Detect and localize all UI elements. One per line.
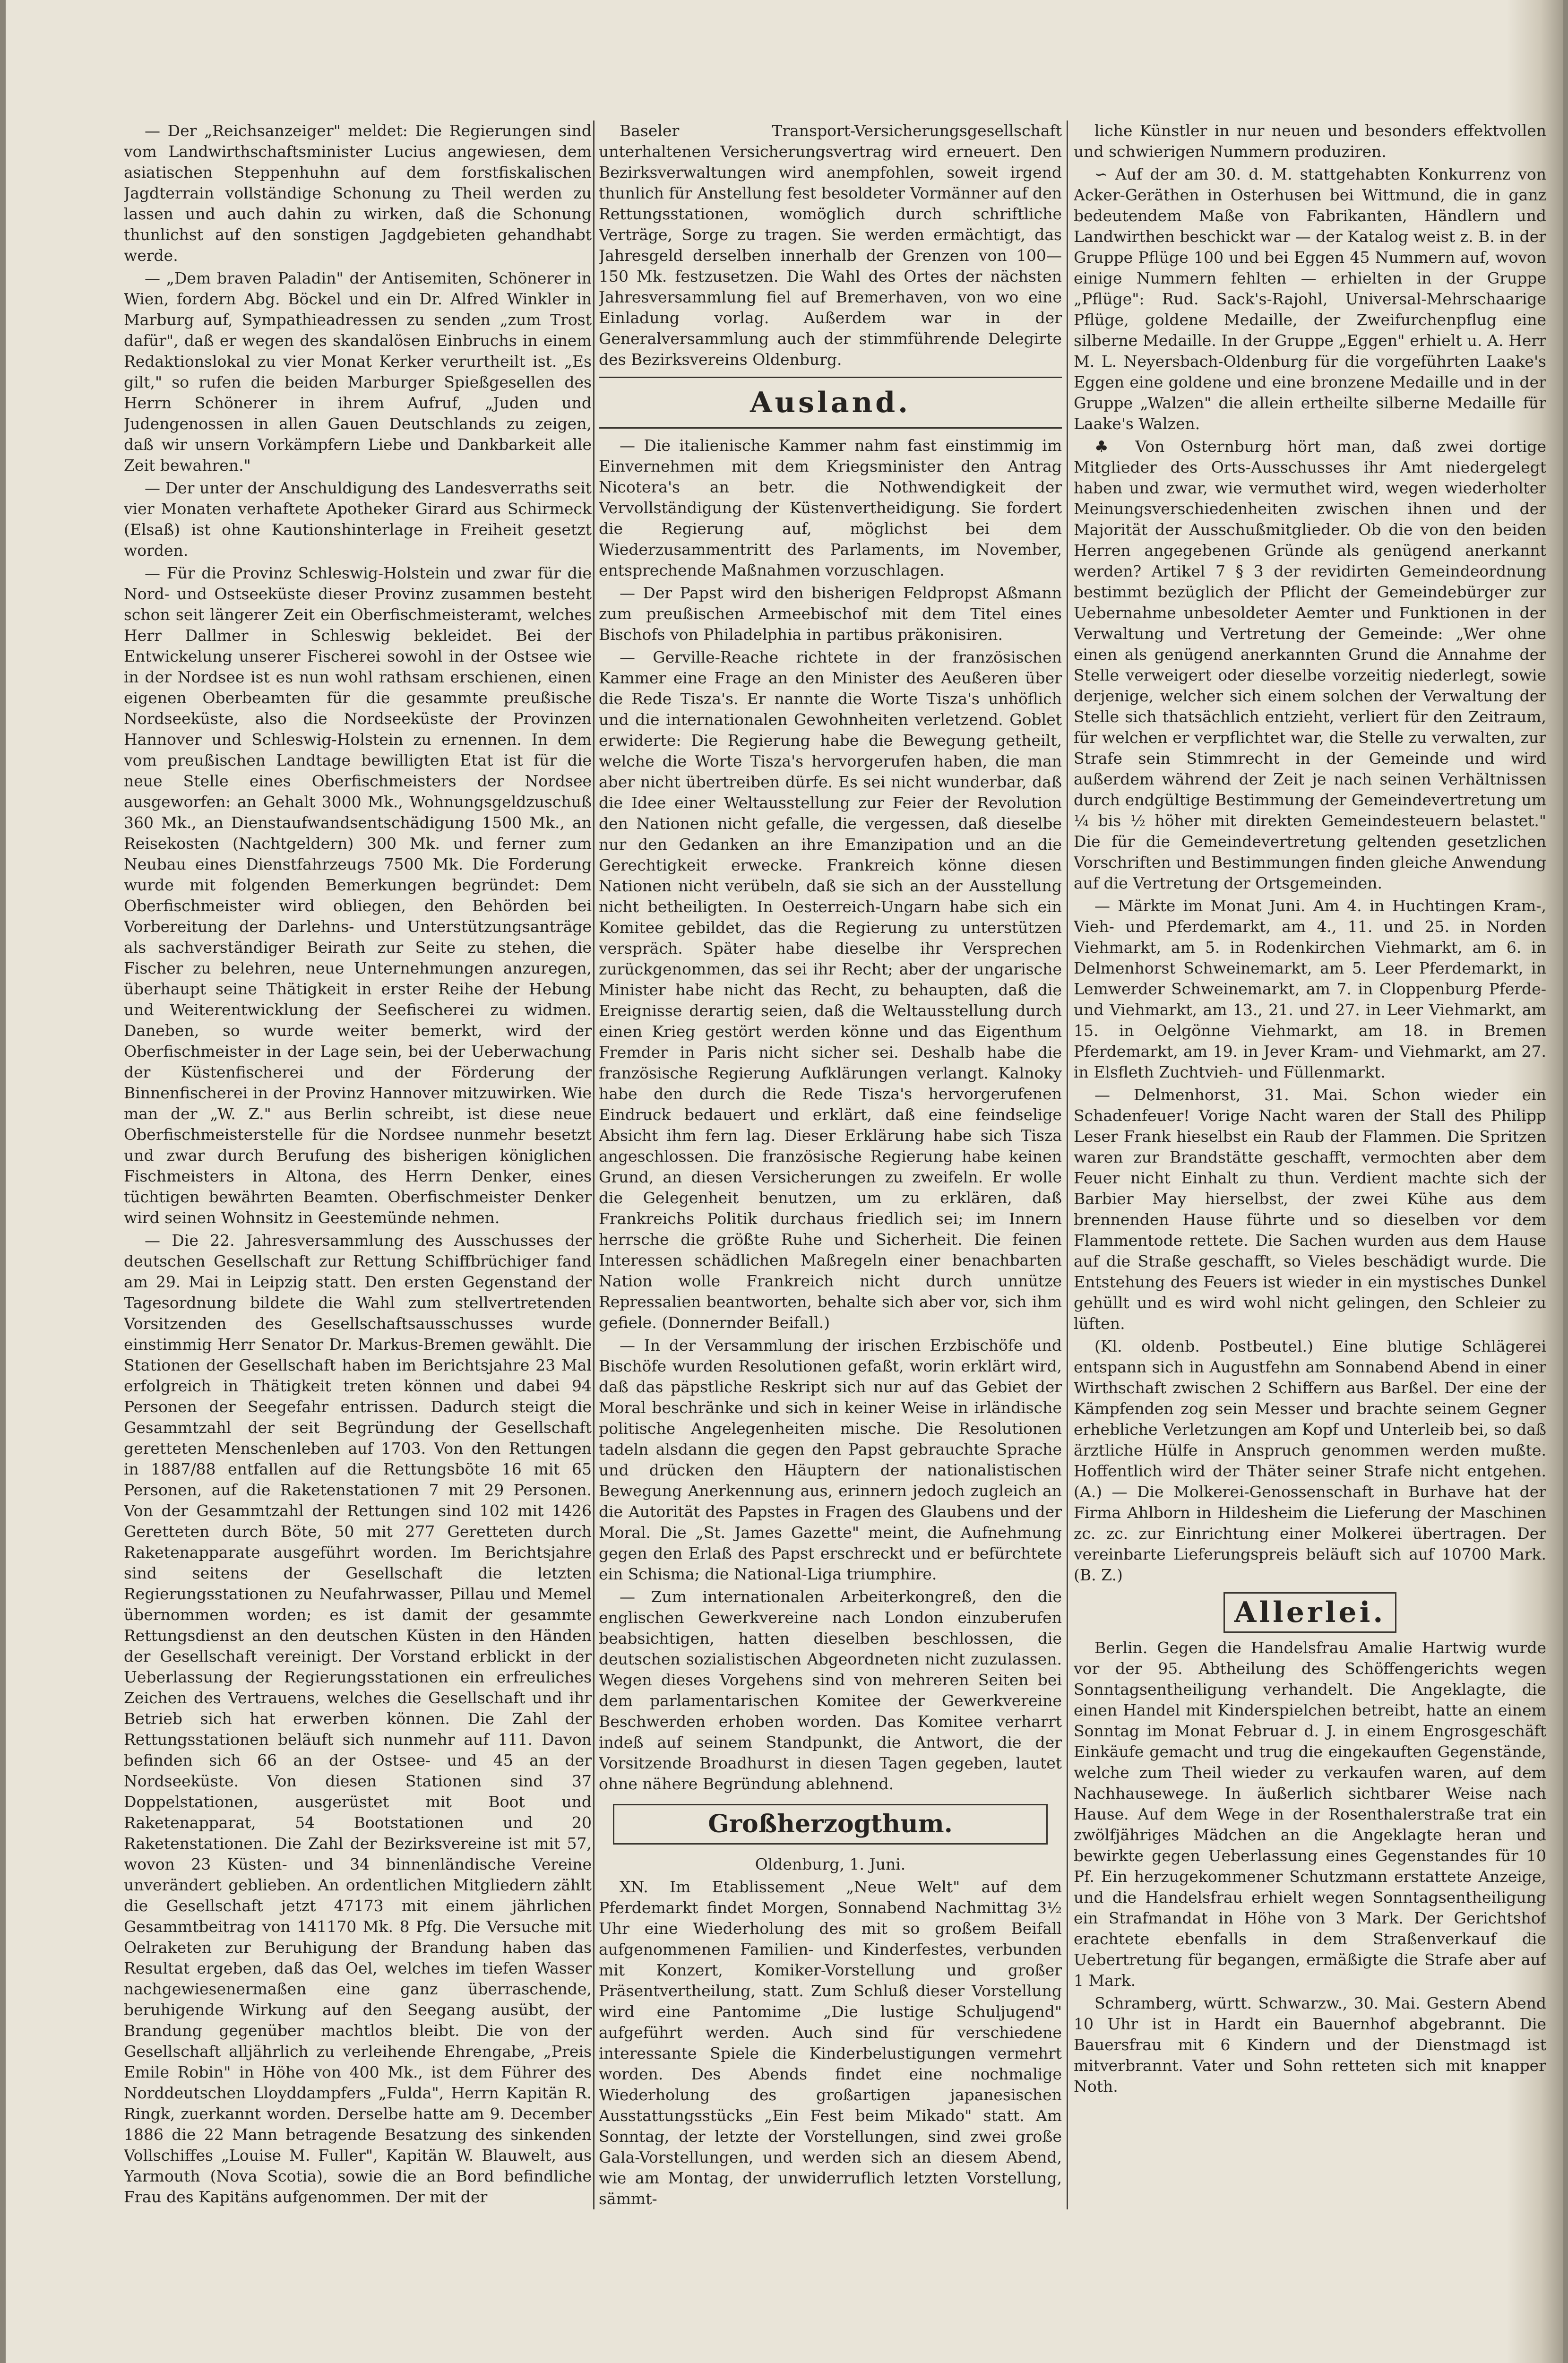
article-continuation: liche Künstler in nur neuen und besonders effektvollen und schwierigen Nummern produziren. [1074, 121, 1546, 161]
column-3 [1074, 121, 1546, 2238]
article-paladin: — „Dem braven Paladin" der Antisemiten, Schönerer in Wien, fordern Abg. Böckel und ein Dr. Alfred Winkler in Marburg auf, Sympathieadressen zu senden „zum Trost dafür", daß er wegen des skandalösen Einbruchs in einem Redaktionslokal zu vier Monat Kerker verurtheilt ist. „Es gilt," so rufen die beiden Marburger Spießgesellen des Herrn Schönerer in ihrem Aufruf, „Juden und Judengenossen in allen Gauen Deutschlands zu zeigen, daß wir unsern Vorkämpfern Liebe und Dankbarkeit alle Zeit bewahren." [124, 269, 592, 474]
column-rule [593, 121, 594, 2209]
article-maerkte: — Märkte im Monat Juni. Am 4. in Huchtingen Kram-, Vieh- und Pferdemarkt, am 4., 11. und 25. in Norden Viehmarkt, am 5. in Rodenkirchen Viehmarkt, am 6. in Delmenhorst Schweinemarkt, am 5. Leer Pferdemarkt, in Lemwerder Schweinemarkt, am 7. in Cloppenburg Pferde- und Viehmarkt, am 13., 21. und 27. in Leer Viehmarkt, am 15. in Oelgönne Viehmarkt, am 18. in Bremen Pferdemarkt, am 19. in Jever Kram- und Viehmarkt, am 27. in Elsfleth Zuchtvieh- und Füllenmarkt. [1074, 897, 1546, 1081]
article-oberfischmeister: — Für die Provinz Schleswig-Holstein und zwar für die Nord- und Ostseeküste dieser Provinz zusammen besteht schon seit längerer Zeit ein Oberfischmeisteramt, welches Herr Dallmer in Schleswig bekleidet. Bei der Entwickelung unserer Fischerei sowohl in der Ostsee wie in der Nordsee ist es nun wohl rathsam erschienen, einen eigenen Oberbeamten für die gesammte preußische Nordseeküste, also die Nordseeküste der Provinzen Hannover und Schleswig-Holstein zu ernennen. In dem vom preußischen Landtage bewilligten Etat ist für die neue Stelle eines Oberfischmeisters der Nordsee ausgeworfen: an Gehalt 3000 Mk., Wohnungsgeldzuschuß 360 Mk., an Dienstaufwandsentschädigung 1500 Mk., an Reisekosten (Nachtgeldern) 300 Mk. und ferner zum Neubau eines Dienstfahrzeugs 7500 Mk. Die Forderung wurde mit folgenden Bemerkungen begründet: Dem Oberfischmeister wird obliegen, den Behörden bei Vorbereitung der Darlehns- und Unterstützungsanträge als sachverständiger Beirath zur Seite zu stehen, die Fischer zu belehren, neue Unternehmungen anzuregen, überhaupt seine Thätigkeit in erster Reihe der Hebung und Weiterentwicklung der Seefischerei zu widmen. Daneben, so wurde weiter bemerkt, wird der Oberfischmeister in der Lage sein, bei der Ueberwachung der Küstenfischerei und der Förderung der Binnenfischerei in der Provinz Hannover mitzuwirken. Wie man der „W. Z." aus Berlin schreibt, ist diese neue Oberfischmeisterstelle für die Nordsee nunmehr besetzt und zwar durch Berufung des bisherigen königlichen Fischmeisters in Altona, des Herrn Denker, eines tüchtigen bewährten Beamten. Oberfischmeister Denker wird seinen Wohnsitz in Geestemünde nehmen. [124, 564, 592, 1227]
dateline: Oldenburg, 1. Juni. [755, 1855, 906, 1873]
article-schramberg: Schramberg, württ. Schwarzw., 30. Mai. Gestern Abend 10 Uhr ist in Hardt ein Bauernhof abgebrannt. Die Bauersfrau mit 6 Kindern und der Dienstmagd ist mitverbrannt. Vater und Sohn retteten sich mit knapper Noth. [1074, 1994, 1546, 2096]
article-neue-welt: XN. Im Etablissement „Neue Welt" auf dem Pferdemarkt findet Morgen, Sonnabend Nachmittag 3½ Uhr eine Wiederholung des mit so großem Beifall aufgenommenen Familien- und Kinderfestes, verbunden mit Konzert, Komiker-Vorstellung und großer Präsentvertheilung, statt. Zum Schluß dieser Vorstellung wird eine Pantomime „Die lustige Schuljugend" aufgeführt werden. Auch sind für verschiedene interessante Spiele die Kinderbelustigungen vermehrt worden. Des Abends findet eine nochmalige Wiederholung des großartigen japanesischen Ausstattungsstücks „Ein Fest beim Mikado" statt. Am Sonntag, der letzte der Vorstellungen, sind zwei große Gala-Vorstellungen, und werden sich an diesem Abend, wie am Montag, der unwiderruflich letzten Vorstellung, sämmt- [599, 1878, 1062, 2208]
article-continuation: Baseler Transport-Versicherungsgesellschaft unterhaltenen Versicherungsvertrag wird erneuert. Den Bezirksverwaltungen wird anempfohlen, soweit irgend thunlich für Anstellung fest besoldeter Vormänner auf den Rettungsstationen, womöglich durch schriftliche Verträge, Sorge zu tragen. Sie werden ermächtigt, das Jahresgeld derselben innerhalb der Grenzen von 100—150 Mk. festzusetzen. Die Wahl des Ortes der nächsten Jahresversammlung fiel auf Bremerhaven, von wo eine Einladung vorlag. Außerdem war in der Generalversammlung auch der stimmführende Delegirte des Bezirksvereins Oldenburg. [599, 121, 1062, 369]
article-rettung-schiffbruechiger: — Die 22. Jahresversammlung des Ausschusses der deutschen Gesellschaft zur Rettung Schiffbrüchiger fand am 29. Mai in Leipzig statt. Den ersten Gegenstand der Tagesordnung bildete die Wahl zum stellvertretenden Vorsitzenden des Gesellschaftsausschusses wurde einstimmig Herr Senator Dr. Markus-Bremen gewählt. Die Stationen der Gesellschaft haben im Berichtsjahre 23 Mal erfolgreich in Thätigkeit treten können und dabei 94 Personen der Seegefahr entrissen. Dadurch steigt die Gesammtzahl der seit Begründung der Gesellschaft geretteten Menschenleben auf 1703. Von den Rettungen in 1887/88 entfallen auf die Rettungsböte 16 mit 65 Personen, auf die Raketenstationen 7 mit 29 Personen. Von der Gesammtzahl der Rettungen sind 102 mit 1426 Geretteten durch Böte, 50 mit 277 Geretteten durch Raketenapparate ausgeführt worden. Im Berichtsjahre sind seitens der Gesellschaft die letzten Regierungsstationen zu Neufahrwasser, Pillau und Memel übernommen worden; es ist damit der gesammte Rettungsdienst an den deutschen Küsten in den Händen der Gesellschaft vereinigt. Der Vorstand erblickt in der Ueberlassung der Regierungsstationen ein erfreuliches Zeichen des Vertrauens, welches die Gesellschaft und ihr Betrieb sich hat erwerben können. Die Zahl der Rettungsstationen beläuft sich nunmehr auf 111. Davon befinden sich 66 an der Ostsee- und 45 an der Nordseeküste. Von diesen Stationen sind 37 Doppelstationen, ausgerüstet mit Boot und Raketenapparat, 54 Bootstationen und 20 Raketenstationen. Die Zahl der Bezirksvereine ist mit 57, wovon 23 Küsten- und 34 binnenländische Vereine unverändert geblieben. An ordentlichen Mitgliedern zählt die Gesellschaft jetzt 47173 mit einem jährlichen Gesammtbeitrag von 141170 Mk. 8 Pfg. Die Versuche mit Oelraketen zur Beruhigung der Brandung haben das Resultat ergeben, daß das Oel, welches im tiefen Wasser nachgewiesenermaßen eine ganz überraschende, beruhigende Wirkung auf den Seegang ausübt, der Brandung gegenüber machtlos bleibt. Die von der Gesellschaft alljährlich zu verleihende Ehrengabe, „Preis Emile Robin" in Höhe von 400 Mk., ist dem Führer des Norddeutschen Lloyddampfers „Fulda", Herrn Kapitän R. Ringk, zuerkannt worden. Derselbe hatte am 9. December 1886 die 22 Mann betragende Besatzung des sinkenden Vollschiffes „Louise M. Fuller", Kapitän W. Blauwelt, aus Yarmouth (Nova Scotia), sowie die an Bord befindliche Frau des Kapitäns aufgenommen. Der mit der [124, 1231, 592, 2206]
section-divider [599, 427, 1062, 429]
column-rule [1067, 121, 1068, 2209]
article-papst: — Der Papst wird den bisherigen Feldpropst Aßmann zum preußischen Armeebischof mit dem Titel eines Bischofs von Philadelphia in partibus präkonisiren. [599, 584, 1062, 644]
article-osternburg: ♣ Von Osternburg hört man, daß zwei dortige Mitglieder des Orts-Ausschusses ihr Amt niedergelegt haben und zwar, wie vermuthet wird, wegen wiederholter Meinungsverschiedenheiten zwischen ihnen und der Majorität der Ausschußmitglieder. Ob die von den beiden Herren angegebenen Gründe als genügend anerkannt werden? Artikel 7 § 3 der revidirten Gemeindeordnung bestimmt bezüglich der Pflicht der Gemeindebürger zur Uebernahme unbesoldeter Aemter und Funktionen in der Verwaltung und Vertretung der Gemeinde: „Wer ohne einen als genügend anerkannten Grund die Annahme der Stelle verweigert oder dieselbe vorzeitig niederlegt, sowie derjenige, welcher sich einem solchen der Verwaltung der Stelle sich thatsächlich entzieht, verliert für den Zeitraum, für welchen er verpflichtet war, die Stelle zu verwalten, zur Strafe sein Stimmrecht in der Gemeinde und wird außerdem während der Zeit je nach seinen Verhältnissen durch endgültige Bestimmung der Gemeindevertretung um ¼ bis ½ höher mit direkten Gemeindesteuern belastet." Die für die Gemeindevertretung geltenden gesetzlichen Vorschriften und Bestimmungen finden gleiche Anwendung auf die Vertretung der Ortsgemeinden. [1074, 437, 1546, 892]
article-italien: — Die italienische Kammer nahm fast einstimmig im Einvernehmen mit dem Kriegsminister den Antrag Nicotera's an betr. die Nothwendigkeit der Vervollständigung der Küstenvertheidigung. Sie fordert die Regierung auf, möglichst bei dem Wiederzusammentritt des Parlaments, im November, entsprechende Maßnahmen vorzuschlagen. [599, 436, 1062, 579]
article-delmenhorst: — Delmenhorst, 31. Mai. Schon wieder ein Schadenfeuer! Vorige Nacht waren der Stall des Philipp Leser Frank hieselbst ein Raub der Flammen. Die Spritzen waren zur Brandstätte geschafft, vermochten aber dem Feuer nicht Einhalt zu thun. Verdient machte sich der Barbier May hierselbst, der zwei Kühe aus dem brennenden Hause führte und so dieselben vor dem Flammentode rettete. Die Sachen wurden aus dem Hause auf die Straße geschafft, so Vieles beschädigt wurde. Die Entstehung des Feuers ist wieder in ein mystisches Dunkel gehüllt und es wird wohl nicht gelingen, den Schleier zu lüften. [1074, 1086, 1546, 1333]
article-frankreich: — Gerville-Reache richtete in der französischen Kammer eine Frage an den Minister des Aeußeren über die Rede Tisza's. Er nannte die Worte Tisza's unhöflich und die internationalen Gewohnheiten verletzend. Goblet erwiderte: Die Regierung habe die Bewegung getheilt, welche die Worte Tisza's hervorgerufen haben, die man aber nicht übertreiben dürfe. Es sei nicht wunderbar, daß die Idee einer Weltausstellung zur Feier der Revolution den Nationen nicht gefalle, die vergessen, daß dieselbe nur den Gedanken an ihre Emanzipation und an die Gerechtigkeit erwecke. Frankreich könne diesen Nationen nicht verübeln, daß sie sich an der Ausstellung nicht betheiligten. In Oesterreich-Ungarn habe sich ein Komitee gebildet, das die Regierung zu unterstützen verspräch. Später habe dieselbe ihr Versprechen zurückgenommen, das sei ihr Recht; aber der ungarische Minister habe nicht das Recht, zu behaupten, daß die Ereignisse derartig seien, daß die Weltausstellung durch einen Krieg gestört werden könne und das Eigenthum Fremder in Paris nicht sicher sei. Deshalb habe die französische Regierung Aufklärungen verlangt. Kalnoky habe den durch die Rede Tisza's hervorgerufenen Eindruck bedauert und erklärt, daß eine feindselige Absicht ihm fern lag. Dieser Erklärung habe sich Tisza angeschlossen. Die französische Regierung habe keinen Grund, an diesen Versicherungen zu zweifeln. Er wolle die Gelegenheit benutzen, um zu erklären, daß Frankreichs Politik durchaus friedlich sei; im Innern herrsche die größte Ruhe und Sicherheit. Die feinen Interessen schädlichen Maßregeln einer benachbarten Nation wolle Frankreich nicht durch unnütze Repressalien beantworten, behalte sich aber vor, sich ihm gefiele. (Donnernder Beifall.) [599, 648, 1062, 1332]
article-berlin: Berlin. Gegen die Handelsfrau Amalie Hartwig wurde vor der 95. Abtheilung des Schöffengerichts wegen Sonntagsentheiligung verhandelt. Die Angeklagte, die einen Handel mit Kinderspielchen betreibt, hatte an einem Sonntag im Monat Februar d. J. in einem Engrosgeschäft Einkäufe gemacht und trug die eingekauften Gegenstände, welche zum Theil wieder zu verkaufen waren, auf dem Nachhausewege. In äußerlich sichtbarer Weise nach Hause. Auf dem Wege in der Rosenthalerstraße trat ein zwölfjähriges Mädchen an die Angeklagte heran und bewirkte gegen Ueberlassung eines Gegenstandes für 10 Pf. Ein herzugekommener Schutzmann erstattete Anzeige, und die Handelsfrau erhielt wegen Sonntagsentheiligung ein Strafmandat in Höhe von 3 Mark. Der Gerichtshof erachtete ebenfalls in dem Straßenverkauf die Uebertretung für begangen, ermäßigte die Strafe aber auf 1 Mark. [1074, 1639, 1546, 1990]
column-1 [124, 121, 592, 2238]
section-heading-ausland: Ausland. [750, 386, 911, 419]
article-steppenhuhn: — Der „Reichsanzeiger" meldet: Die Regierungen sind vom Landwirthschaftsminister Lucius angewiesen, dem asiatischen Steppenhuhn auf dem forstfiskalischen Jagdterrain vollständige Schonung zu Theil werden zu lassen und auch dahin zu wirken, daß die Schonung thunlichst auf den sonstigen Jagdgebieten gehandhabt werde. [124, 121, 592, 265]
section-heading-grossherzogthum: Großherzogthum. [613, 1804, 1048, 1845]
article-konkurrenz: ∽ Auf der am 30. d. M. stattgehabten Konkurrenz von Acker-Geräthen in Osterhusen bei Wittmund, die in ganz bedeutendem Maße von Fabrikanten, Händlern und Landwirthen beschickt war — der Katalog weist z. B. in der Gruppe Pflüge 100 und bei Eggen 45 Nummern auf, wovon einige Nummern fehlten — erhielten in der Gruppe „Pflüge": Rud. Sack's-Rajohl, Universal-Mehrschaarige Pflüge, goldene Medaille, der Zweifurchenpflug eine silberne Medaille. In der Gruppe „Eggen" erhielt u. A. Herr M. L. Neyersbach-Oldenburg für die vorgeführten Laake's Eggen eine goldene und eine bronzene Medaille und in der Gruppe „Walzen" die allein ertheilte silberne Medaille für Laake's Walzen. [1074, 165, 1546, 433]
column-2 [599, 121, 1062, 2238]
section-divider [599, 377, 1062, 378]
article-irland: — In der Versammlung der irischen Erzbischöfe und Bischöfe wurden Resolutionen gefaßt, worin erklärt wird, daß das päpstliche Reskript sich nur auf das Gebiet der Moral beschränke und sich in keiner Weise in irländische politische Angelegenheiten mische. Die Resolutionen tadeln alsdann die gegen den Papst gebrauchte Sprache und drücken den Häuptern der nationalistischen Bewegung Anerkennung aus, erinnern jedoch zugleich an die Autorität des Papstes in Fragen des Glaubens und der Moral. Die „St. James Gazette" meint, die Aufnehmung gegen den Erlaß des Papst erschreckt und er befürchtete ein Schisma; die National-Liga triumphire. [599, 1336, 1062, 1583]
newspaper-page [6, 0, 1563, 2363]
article-arbeiterkongress: — Zum internationalen Arbeiterkongreß, den die englischen Gewerkvereine nach London einzuberufen beabsichtigen, hatten dieselben beschlossen, die deutschen sozialistischen Abgeordneten nicht zuzulassen. Wegen dieses Vorgehens sind von mehreren Seiten bei dem parlamentarischen Komitee der Gewerkvereine Beschwerden erhoben worden. Das Komitee verharrt indeß auf seinem Standpunkt, die Antwort, die der Vorsitzende Broadhurst in diesen Tagen gegeben, lautet ohne nähere Begründung ablehnend. [599, 1587, 1062, 1793]
article-postbeutel: (Kl. oldenb. Postbeutel.) Eine blutige Schlägerei entspann sich in Augustfehn am Sonnabend Abend in einer Wirthschaft zwischen 2 Schiffern aus Barßel. Der eine der Kämpfenden zog sein Messer und brachte seinem Gegner erhebliche Verletzungen am Kopf und Unterleib bei, so daß ärztliche Hülfe in Anspruch genommen werden mußte. Hoffentlich wird der Thäter seiner Strafe nicht entgehen. (A.) — Die Molkerei-Genossenschaft in Burhave hat der Firma Ahlborn in Hildesheim die Lieferung der Maschinen zc. zc. zur Einrichtung einer Molkerei übertragen. Der vereinbarte Lieferungspreis beläuft sich auf 10700 Mark. (B. Z.) [1074, 1337, 1546, 1584]
article-landesverrath: — Der unter der Anschuldigung des Landesverraths seit vier Monaten verhaftete Apotheker Girard aus Schirmeck (Elsaß) ist ohne Kautionshinterlage in Freiheit gesetzt worden. [124, 479, 592, 560]
section-heading-allerlei: Allerlei. [1223, 1592, 1397, 1633]
section-heading-wrap [1074, 1587, 1546, 1638]
